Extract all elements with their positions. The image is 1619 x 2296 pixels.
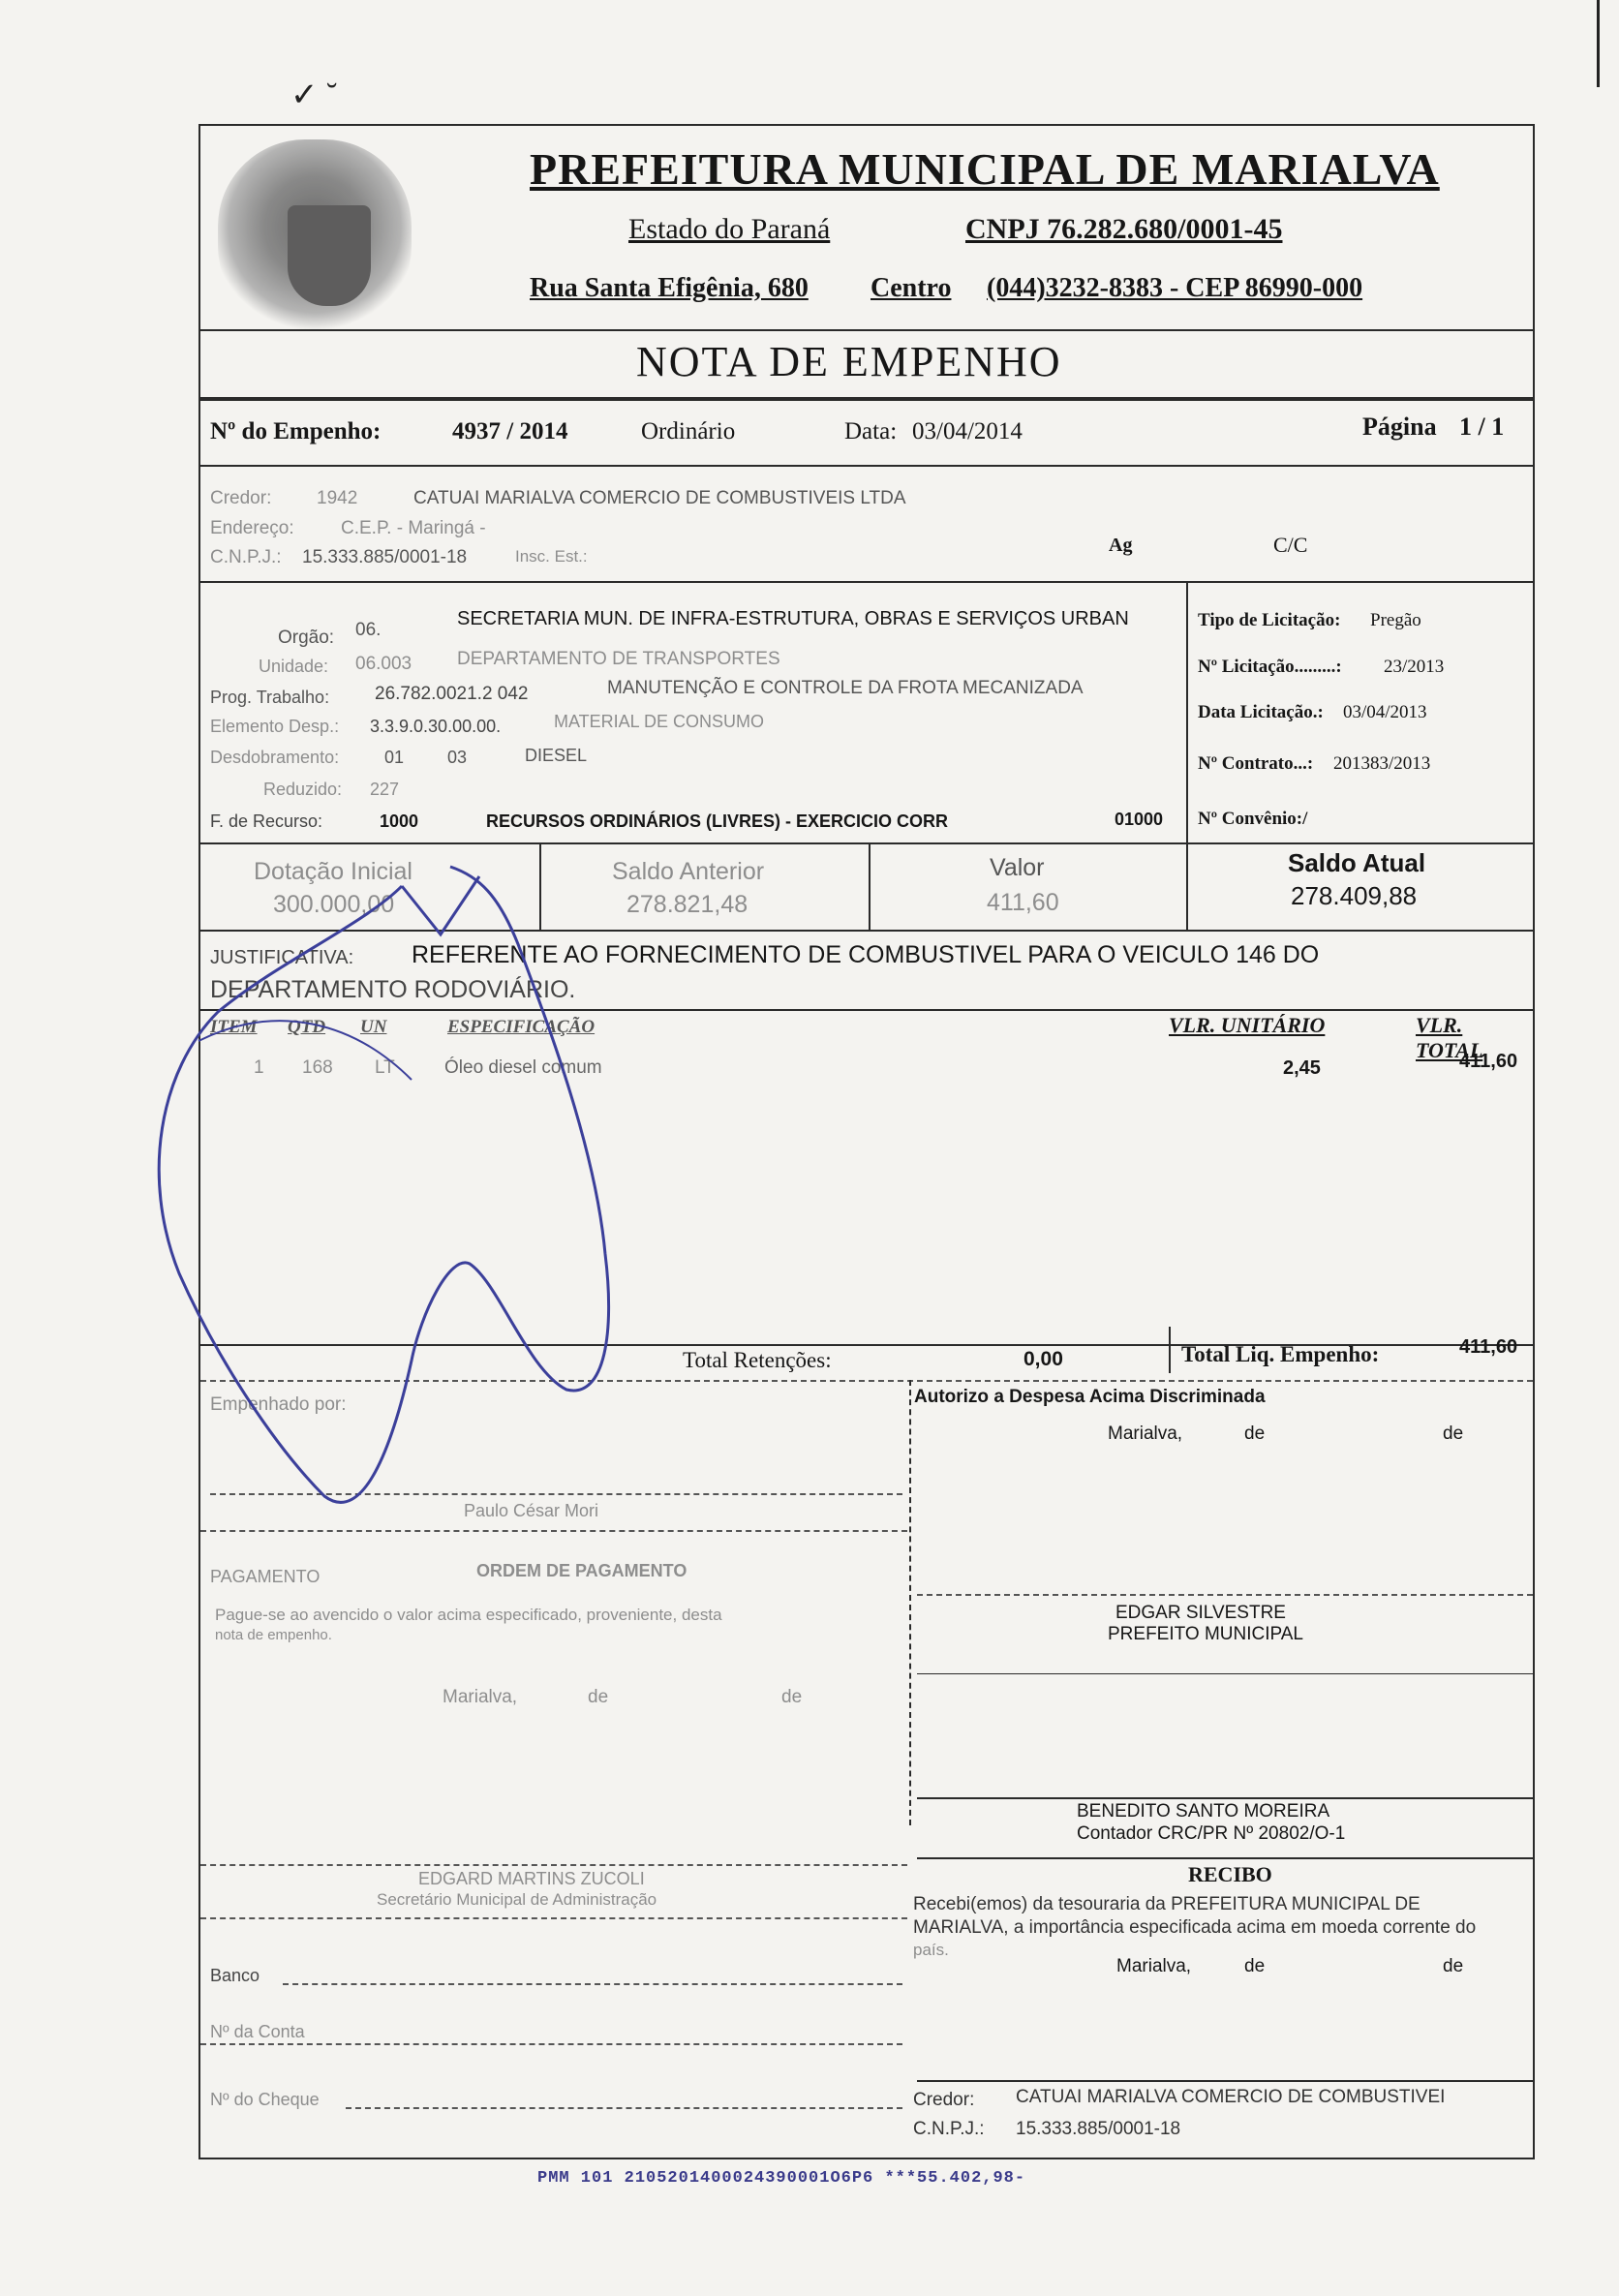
recibo-de-1: de [1244, 1956, 1266, 1976]
desdobramento-code-1: 01 [384, 748, 405, 767]
desdobramento-name: DIESEL [525, 746, 588, 765]
creditor-name: CATUAI MARIALVA COMERCIO DE COMBUSTIVEIS LTDA [413, 488, 906, 508]
empenho-number: 4937 / 2014 [452, 418, 568, 444]
ordem-place: Marialva, [443, 1687, 518, 1707]
saldo-anterior-value: 278.821,48 [626, 891, 748, 918]
fonte-number: 01000 [1115, 810, 1164, 829]
reduzido-label: Reduzido: [263, 780, 343, 799]
elemento-code: 3.3.9.0.30.00.00. [370, 717, 502, 736]
empenho-date: 03/04/2014 [912, 418, 1023, 444]
contrato-number: 201383/2013 [1333, 753, 1431, 774]
recibo-credor-label: Credor: [913, 2090, 975, 2110]
elemento-name: MATERIAL DE CONSUMO [554, 712, 765, 731]
document-title: NOTA DE EMPENHO [636, 338, 1062, 385]
recibo-cnpj-label: C.N.P.J.: [913, 2119, 985, 2139]
col-vlr-unitario: VLR. UNITÁRIO [1169, 1013, 1326, 1037]
empenhado-label: Empenhado por: [210, 1394, 347, 1415]
numero-licitacao: 23/2013 [1384, 657, 1445, 677]
district: Centro [871, 273, 952, 303]
unidade-code: 06.003 [355, 654, 412, 674]
recibo-place: Marialva, [1116, 1956, 1192, 1976]
recibo-de-2: de [1443, 1956, 1464, 1976]
liquido-value: 411,60 [1459, 1336, 1518, 1358]
phone-cep: (044)3232-8383 - CEP 86990-000 [987, 273, 1363, 303]
page-number: 1 / 1 [1459, 413, 1505, 441]
dotacao-value: 300.000,00 [273, 891, 395, 918]
desdobramento-code-2: 03 [447, 748, 468, 767]
numero-licitacao-label: Nº Licitação.........: [1198, 657, 1342, 677]
justificativa-line-2: DEPARTAMENTO RODOVIÁRIO. [210, 976, 576, 1003]
fonte-name: RECURSOS ORDINÁRIOS (LIVRES) - EXERCICIO CORR [486, 811, 949, 831]
tipo-licitacao-label: Tipo de Licitação: [1198, 610, 1341, 630]
retencoes-label: Total Retenções: [683, 1348, 832, 1372]
elemento-label: Elemento Desp.: [210, 717, 340, 736]
orgao-label: Orgão: [278, 628, 335, 648]
col-un: UN [360, 1017, 387, 1037]
autorizo-place: Marialva, [1108, 1424, 1183, 1444]
unidade-label: Unidade: [259, 657, 329, 676]
page-label: Página [1362, 413, 1437, 441]
ie-label: Insc. Est.: [515, 547, 588, 566]
date-label: Data: [844, 418, 898, 444]
saldo-atual-label: Saldo Atual [1288, 848, 1426, 877]
recibo-credor: CATUAI MARIALVA COMERCIO DE COMBUSTIVEI [1016, 2087, 1446, 2107]
liquido-label: Total Liq. Empenho: [1181, 1342, 1380, 1366]
autorizo-de-1: de [1244, 1424, 1266, 1444]
contador-title: Contador CRC/PR Nº 20802/O-1 [1077, 1823, 1346, 1844]
col-item: ITEM [210, 1017, 258, 1037]
recibo-cnpj: 15.333.885/0001-18 [1016, 2119, 1181, 2139]
secretario-title: Secretário Municipal de Administração [377, 1890, 657, 1909]
prog-name: MANUTENÇÃO E CONTROLE DA FROTA MECANIZADA [607, 678, 1084, 698]
municipality-title: PREFEITURA MUNICIPAL DE MARIALVA [530, 144, 1440, 194]
valor-value: 411,60 [987, 889, 1059, 916]
creditor-label: Credor: [210, 488, 272, 508]
recibo-line-3: país. [913, 1941, 949, 1959]
item-number: 1 [254, 1057, 264, 1078]
justificativa-line-1: REFERENTE AO FORNECIMENTO DE COMBUSTIVEL PARA O VEICULO 146 DO [412, 941, 1320, 968]
recibo-title: RECIBO [1188, 1862, 1272, 1886]
fonte-label: F. de Recurso: [210, 811, 323, 831]
state-name: Estado do Paraná [628, 213, 831, 245]
col-qtd: QTD [288, 1017, 326, 1037]
autorizo-text: Autorizo a Despesa Acima Discriminada [914, 1387, 1266, 1407]
valor-label: Valor [990, 854, 1045, 881]
ordem-pagamento-label: ORDEM DE PAGAMENTO [476, 1561, 687, 1580]
retencoes-value: 0,00 [1023, 1348, 1063, 1370]
ordem-text-1: Pague-se ao avencido o valor acima especificado, proveniente, desta [215, 1606, 722, 1624]
cnpj-label: C.N.P.J.: [210, 547, 282, 567]
conta-label: Nº da Conta [210, 2022, 305, 2041]
address-label: Endereço: [210, 518, 294, 538]
ordem-de-2: de [781, 1687, 803, 1707]
contador-name: BENEDITO SANTO MOREIRA [1077, 1801, 1330, 1821]
creditor-code: 1942 [317, 488, 358, 508]
cheque-label: Nº do Cheque [210, 2090, 320, 2109]
prefeito-name: EDGAR SILVESTRE [1115, 1603, 1286, 1623]
secretario-name: EDGARD MARTINS ZUCOLI [418, 1869, 645, 1888]
scan-marks: ✓ ˘ [290, 77, 338, 113]
item-specification: Óleo diesel comum [444, 1057, 602, 1078]
empenho-type: Ordinário [641, 418, 736, 444]
street-address: Rua Santa Efigênia, 680 [530, 273, 809, 303]
handwritten-signature [160, 905, 663, 1525]
creditor-cnpj: 15.333.885/0001-18 [302, 547, 468, 567]
desdobramento-label: Desdobramento: [210, 748, 340, 767]
col-especificacao: ESPECIFICAÇÃO [447, 1017, 596, 1037]
tipo-licitacao: Pregão [1370, 610, 1421, 630]
contrato-label: Nº Contrato...: [1198, 753, 1314, 774]
data-licitacao: 03/04/2013 [1343, 702, 1427, 722]
cc-label: C/C [1273, 533, 1308, 557]
page-edge-mark [1597, 0, 1600, 87]
pagamento-label: PAGAMENTO [210, 1567, 321, 1586]
municipal-crest-icon [218, 139, 412, 333]
ordem-de-1: de [588, 1687, 609, 1707]
prog-code: 26.782.0021.2 042 [375, 684, 529, 704]
saldo-atual-value: 278.409,88 [1291, 881, 1418, 910]
recibo-line-1: Recebi(emos) da tesouraria da PREFEITURA MUNICIPAL DE [913, 1894, 1420, 1914]
fonte-code: 1000 [380, 811, 419, 831]
prefeito-title: PREFEITO MUNICIPAL [1108, 1624, 1303, 1644]
data-licitacao-label: Data Licitação.: [1198, 702, 1324, 722]
reduzido-value: 227 [370, 780, 400, 799]
item-un: LT [375, 1057, 395, 1078]
footer-code: PMM 101 2105201400024390001O6P6 ***55.402,98- [537, 2169, 1026, 2188]
orgao-code: 06. [355, 620, 382, 640]
empenho-number-label: Nº do Empenho: [210, 418, 382, 444]
convenio-label: Nº Convênio:/ [1198, 809, 1308, 829]
prog-label: Prog. Trabalho: [210, 688, 330, 707]
recibo-line-2: MARIALVA, a importância especificada acima em moeda corrente do [913, 1917, 1477, 1938]
col-vlr-total: VLR. TOTAL [1416, 1013, 1483, 1062]
saldo-anterior-label: Saldo Anterior [612, 858, 765, 885]
unidade-name: DEPARTAMENTO DE TRANSPORTES [457, 649, 780, 669]
item-unit-value: 2,45 [1283, 1057, 1321, 1079]
justificativa-label: JUSTIFICATIVA: [210, 947, 354, 968]
empenhado-name: Paulo César Mori [464, 1501, 599, 1520]
item-qtd: 168 [302, 1057, 333, 1078]
banco-label: Banco [210, 1966, 260, 1985]
orgao-name: SECRETARIA MUN. DE INFRA-ESTRUTURA, OBRAS E SERVIÇOS URBAN [457, 608, 1129, 629]
creditor-cep-city: C.E.P. - Maringá - [341, 518, 486, 538]
dotacao-label: Dotação Inicial [254, 858, 412, 885]
ordem-text-2: nota de empenho. [215, 1627, 332, 1643]
ag-label: Ag [1109, 535, 1133, 556]
cnpj-header: CNPJ 76.282.680/0001-45 [965, 213, 1283, 245]
autorizo-de-2: de [1443, 1424, 1464, 1444]
item-total-value: 411,60 [1459, 1051, 1518, 1072]
